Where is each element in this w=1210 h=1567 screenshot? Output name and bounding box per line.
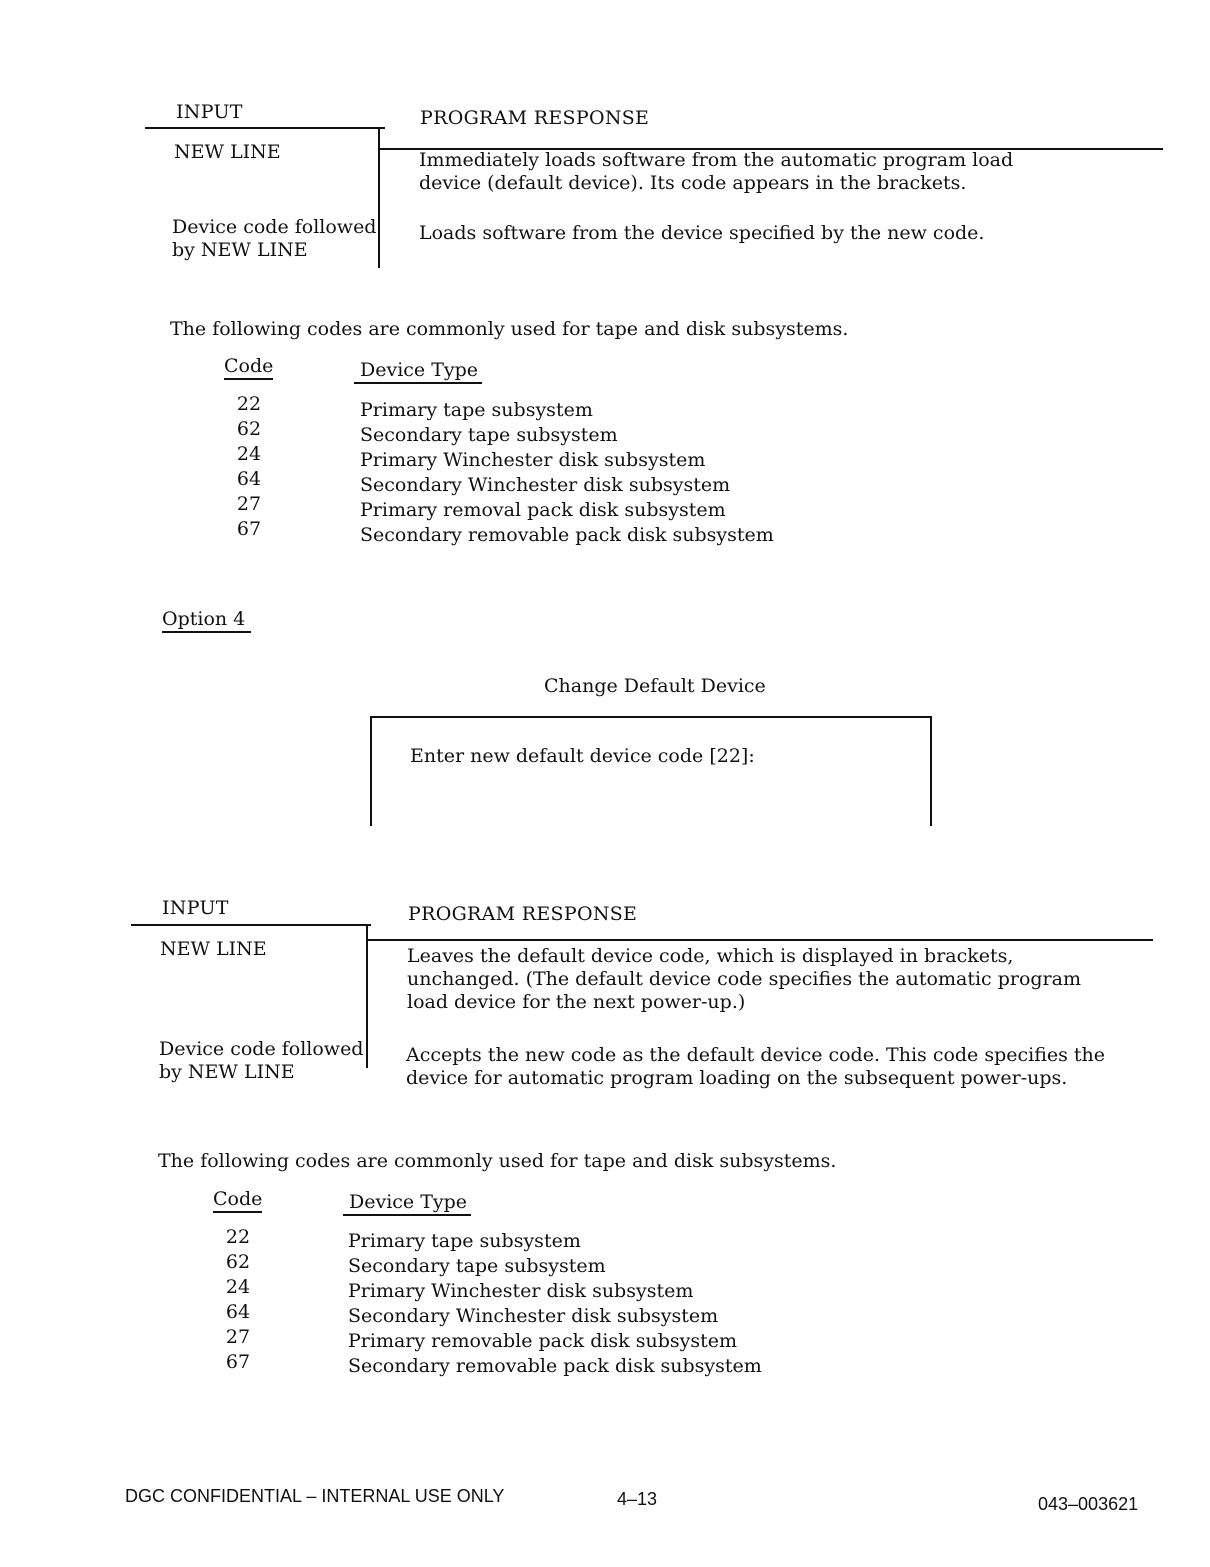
codes1-device-column bbox=[360, 398, 774, 548]
table1-header-response: PROGRAM RESPONSE bbox=[420, 107, 650, 129]
codes2-device-column bbox=[348, 1229, 762, 1379]
codes2-code: 22 bbox=[225, 1226, 251, 1248]
table2-row1-response: Leaves the default device code, which is displayed in brackets, unchanged. (The default device code specifies the automatic program load device for the next power-up.) bbox=[407, 945, 1081, 1013]
footer-doc-number: 043–003621 bbox=[1038, 1494, 1139, 1514]
dialog-frame bbox=[370, 716, 932, 826]
footer-page-number: 4–13 bbox=[617, 1489, 658, 1509]
codes2-device: Primary removable pack disk subsystem bbox=[348, 1330, 738, 1352]
table1-row2-response: Loads software from the device specified by the new code. bbox=[419, 222, 985, 244]
codes1-code: 22 bbox=[236, 393, 262, 415]
table2-header-input: INPUT bbox=[162, 897, 229, 919]
codes2-device: Primary tape subsystem bbox=[348, 1230, 581, 1252]
footer-confidential: DGC CONFIDENTIAL – INTERNAL USE ONLY bbox=[125, 1486, 505, 1506]
codes1-device: Secondary Winchester disk subsystem bbox=[360, 474, 731, 496]
codes1-device: Secondary removable pack disk subsystem bbox=[360, 524, 774, 546]
codes1-header-device: Device Type bbox=[354, 359, 482, 381]
table1-row1-input: NEW LINE bbox=[174, 141, 281, 163]
codes2-code-column bbox=[213, 1225, 263, 1375]
codes2-device: Secondary removable pack disk subsystem bbox=[348, 1355, 762, 1377]
codes2-device: Primary Winchester disk subsystem bbox=[348, 1280, 694, 1302]
codes1-code: 27 bbox=[236, 493, 262, 515]
codes1-code: 24 bbox=[236, 443, 262, 465]
codes1-device: Primary Winchester disk subsystem bbox=[360, 449, 706, 471]
codes2-device: Secondary tape subsystem bbox=[348, 1255, 606, 1277]
table2-row2-input: Device code followed by NEW LINE bbox=[159, 1038, 364, 1083]
option-heading: Option 4 bbox=[162, 608, 251, 630]
codes2-device: Secondary Winchester disk subsystem bbox=[348, 1305, 719, 1327]
codes2-code: 64 bbox=[225, 1301, 251, 1323]
table2-row1-input: NEW LINE bbox=[160, 938, 267, 960]
table2-response-rule bbox=[366, 939, 1153, 941]
table1-row1-response: Immediately loads software from the automatic program load device (default device). Its code appears in the brackets. bbox=[419, 149, 1014, 194]
codes1-code: 62 bbox=[236, 418, 262, 440]
dialog-title: Change Default Device bbox=[544, 675, 766, 697]
codes1-code-column bbox=[224, 392, 274, 542]
table1-row2-input: Device code followed by NEW LINE bbox=[172, 216, 377, 261]
codes1-device: Primary tape subsystem bbox=[360, 399, 593, 421]
codes2-header-device: Device Type bbox=[343, 1191, 471, 1213]
codes1-code: 64 bbox=[236, 468, 262, 490]
table2-input-rule bbox=[131, 924, 371, 926]
codes2-header-code: Code bbox=[213, 1188, 262, 1210]
codes2-code: 67 bbox=[225, 1351, 251, 1373]
codes1-header-code: Code bbox=[224, 355, 273, 377]
codes2-code: 27 bbox=[225, 1326, 251, 1348]
table2-divider bbox=[366, 926, 368, 1068]
codes1-intro: The following codes are commonly used for tape and disk subsystems. bbox=[170, 318, 849, 340]
codes1-code: 67 bbox=[236, 518, 262, 540]
table2-row2-response: Accepts the new code as the default device code. This code specifies the device for automatic program loading on the subsequent power-ups. bbox=[406, 1044, 1106, 1089]
table2-header-response: PROGRAM RESPONSE bbox=[408, 903, 638, 925]
table1-input-rule bbox=[145, 127, 385, 129]
codes1-device: Primary removal pack disk subsystem bbox=[360, 499, 726, 521]
codes1-device: Secondary tape subsystem bbox=[360, 424, 618, 446]
table1-header-input: INPUT bbox=[176, 101, 243, 123]
table1-divider bbox=[378, 129, 380, 268]
dialog-prompt: Enter new default device code [22]: bbox=[410, 745, 755, 767]
codes2-code: 24 bbox=[225, 1276, 251, 1298]
codes2-code: 62 bbox=[225, 1251, 251, 1273]
codes2-intro: The following codes are commonly used for tape and disk subsystems. bbox=[158, 1150, 837, 1172]
